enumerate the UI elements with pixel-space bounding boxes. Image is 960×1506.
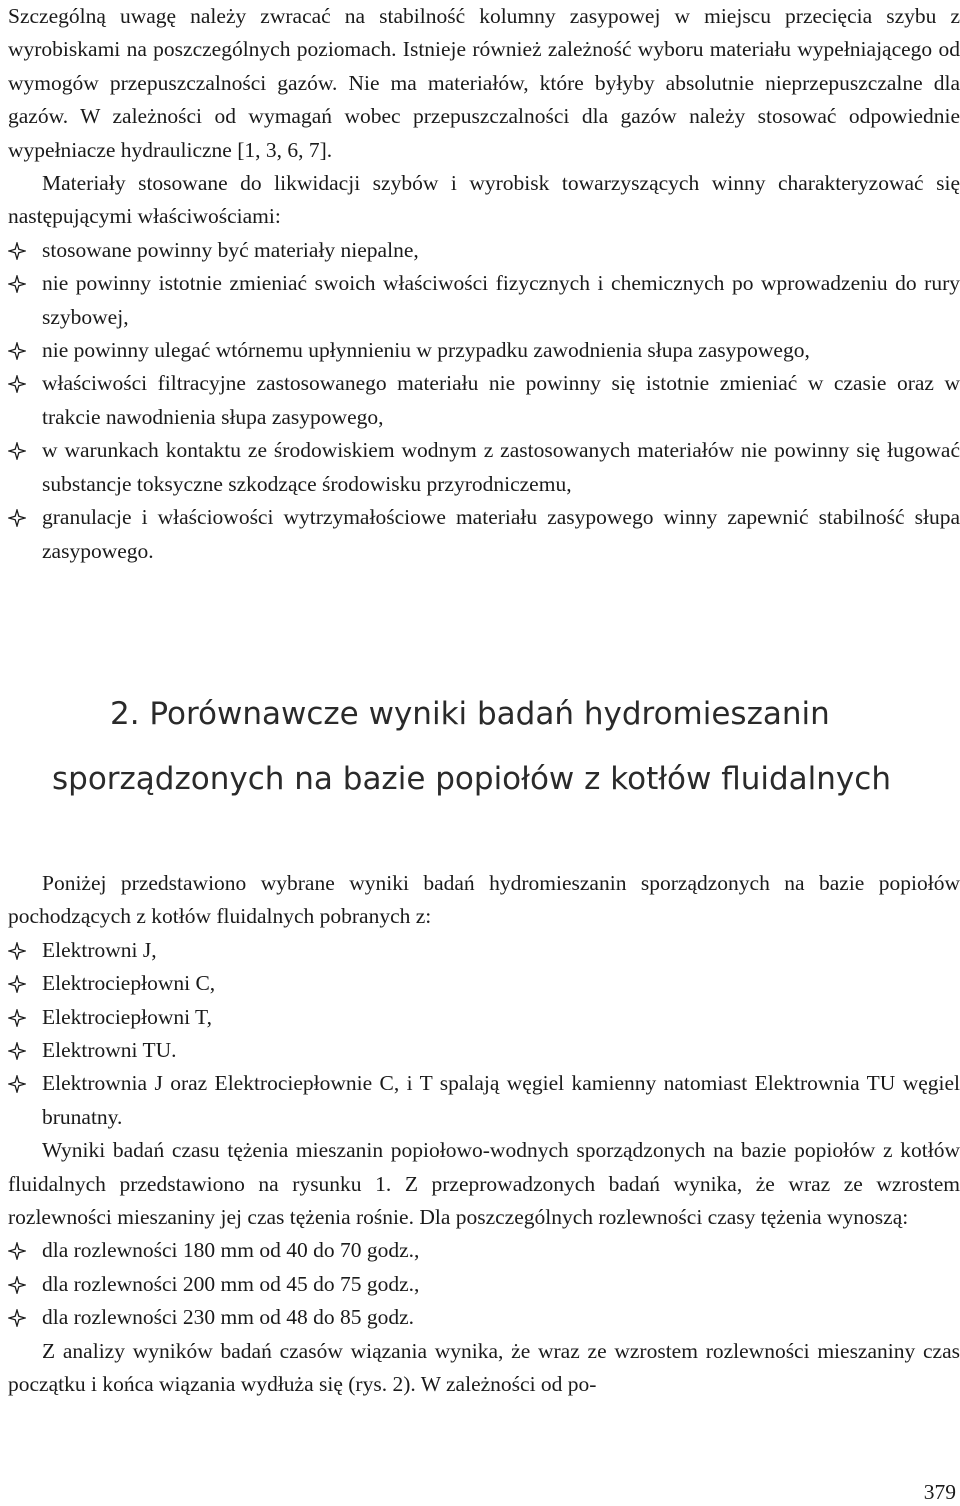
- paragraph: Szczególną uwagę należy zwracać na stabilność kolumny zasypowej w miejscu przecięcia szybu z wyrobiskami na poszczególnych poziomach. Istnieje również zależność wyboru materiału wypełniającego od wymogów przepuszczalności gazów. Nie ma materiałów, które byłyby absolutnie nieprzepuszczalne dla gazów. W zależności od wymagań wobec przepuszczalności dla gazów należy stosować odpowiednie wypełniacze hydrauliczne [1, 3, 6, 7].: [8, 4, 960, 162]
- paragraph: Poniżej przedstawiono wybrane wyniki badań hydromieszanin sporządzonych na bazie popiołów pochodzących z kotłów fluidalnych pobranych z:: [8, 871, 960, 929]
- list-item: [8, 434, 960, 501]
- bullet-list: [8, 934, 960, 1134]
- list-item-text: Elektrowni TU.: [42, 1038, 177, 1063]
- list-item: [8, 234, 960, 267]
- list-item: [8, 1234, 960, 1267]
- list-item: [8, 1268, 960, 1301]
- four-point-star-icon: [8, 1009, 26, 1027]
- list-item: [8, 267, 960, 334]
- list-item: [8, 1301, 960, 1334]
- four-point-star-icon: [8, 1309, 26, 1327]
- list-item: [8, 367, 960, 434]
- bullet-list: [8, 234, 960, 568]
- four-point-star-icon: [8, 275, 26, 293]
- list-item: [8, 501, 960, 568]
- paragraph: Materiały stosowane do likwidacji szybów i wyrobisk towarzyszących winny charakteryzować się następującymi właściwościami:: [8, 171, 960, 229]
- four-point-star-icon: [8, 342, 26, 360]
- section-heading-line-1: 2. Porównawcze wyniki badań hydromieszanin: [110, 696, 830, 732]
- list-item-text: Elektrownia J oraz Elektrociepłownie C, i T spalają węgiel kamienny natomiast Elektrownia TU węgiel brunatny.: [42, 1071, 960, 1129]
- four-point-star-icon: [8, 942, 26, 960]
- list-item-text: nie powinny ulegać wtórnemu upłynnieniu w przypadku zawodnienia słupa zasypowego,: [42, 338, 810, 363]
- list-item: [8, 934, 960, 967]
- four-point-star-icon: [8, 1242, 26, 1260]
- list-item-text: właściwości filtracyjne zastosowanego materiału nie powinny się istotnie zmieniać w czasie oraz w trakcie nawodnienia słupa zasypowego,: [42, 371, 960, 429]
- list-item-text: w warunkach kontaktu ze środowiskiem wodnym z zastosowanych materiałów nie powinny się ługować substancje toksyczne szkodzące środowisku przyrodniczemu,: [42, 438, 960, 496]
- section-heading-line-2: sporządzonych na bazie popiołów z kotłów fluidalnych: [52, 761, 891, 797]
- paragraph: Z analizy wyników badań czasów wiązania wynika, że wraz ze wzrostem rozlewności mieszaniny czas początku i końca wiązania wydłuża się (rys. 2). W zależności od po-: [8, 1338, 960, 1397]
- four-point-star-icon: [8, 1042, 26, 1060]
- list-item-text: Elektrociepłowni T,: [42, 1004, 212, 1029]
- list-item-text: dla rozlewności 180 mm od 40 do 70 godz.,: [42, 1238, 420, 1263]
- list-item: [8, 967, 960, 1000]
- list-item-text: dla rozlewności 230 mm od 48 do 85 godz.: [42, 1305, 415, 1330]
- four-point-star-icon: [8, 975, 26, 993]
- list-item: [8, 1067, 960, 1134]
- paragraph: Wyniki badań czasu tężenia mieszanin popiołowo-wodnych sporządzonych na bazie popiołów z kotłów fluidalnych przedstawiono na rysunku 1. Z przeprowadzonych badań wynika, że wraz ze wzrostem rozlewności mieszaniny jej czas tężenia rośnie. Dla poszczególnych rozlewności czasy tężenia wynoszą:: [8, 1138, 960, 1230]
- list-item: [8, 334, 960, 367]
- list-item-text: granulacje i właściowości wytrzymałościowe materiału zasypowego winny zapewnić stabilność słupa zasypowego.: [42, 505, 960, 563]
- four-point-star-icon: [8, 1075, 26, 1093]
- bullet-list: [8, 1234, 960, 1334]
- four-point-star-icon: [8, 375, 26, 393]
- four-point-star-icon: [8, 509, 26, 527]
- list-item-text: stosowane powinny być materiały niepalne,: [42, 237, 419, 262]
- list-item-text: Elektrociepłowni C,: [42, 971, 216, 996]
- four-point-star-icon: [8, 442, 26, 460]
- list-item: [8, 1001, 960, 1034]
- page-body: [8, 0, 960, 568]
- four-point-star-icon: [8, 242, 26, 260]
- list-item-text: Elektrowni J,: [42, 937, 157, 962]
- list-item-text: nie powinny istotnie zmieniać swoich właściwości fizycznych i chemicznych po wprowadzeniu do rury szybowej,: [42, 271, 960, 329]
- list-item-text: dla rozlewności 200 mm od 45 do 75 godz.,: [42, 1271, 420, 1296]
- page-number: 379: [923, 1480, 956, 1504]
- four-point-star-icon: [8, 1276, 26, 1294]
- list-item: [8, 1034, 960, 1067]
- section-2-body: [8, 867, 960, 1402]
